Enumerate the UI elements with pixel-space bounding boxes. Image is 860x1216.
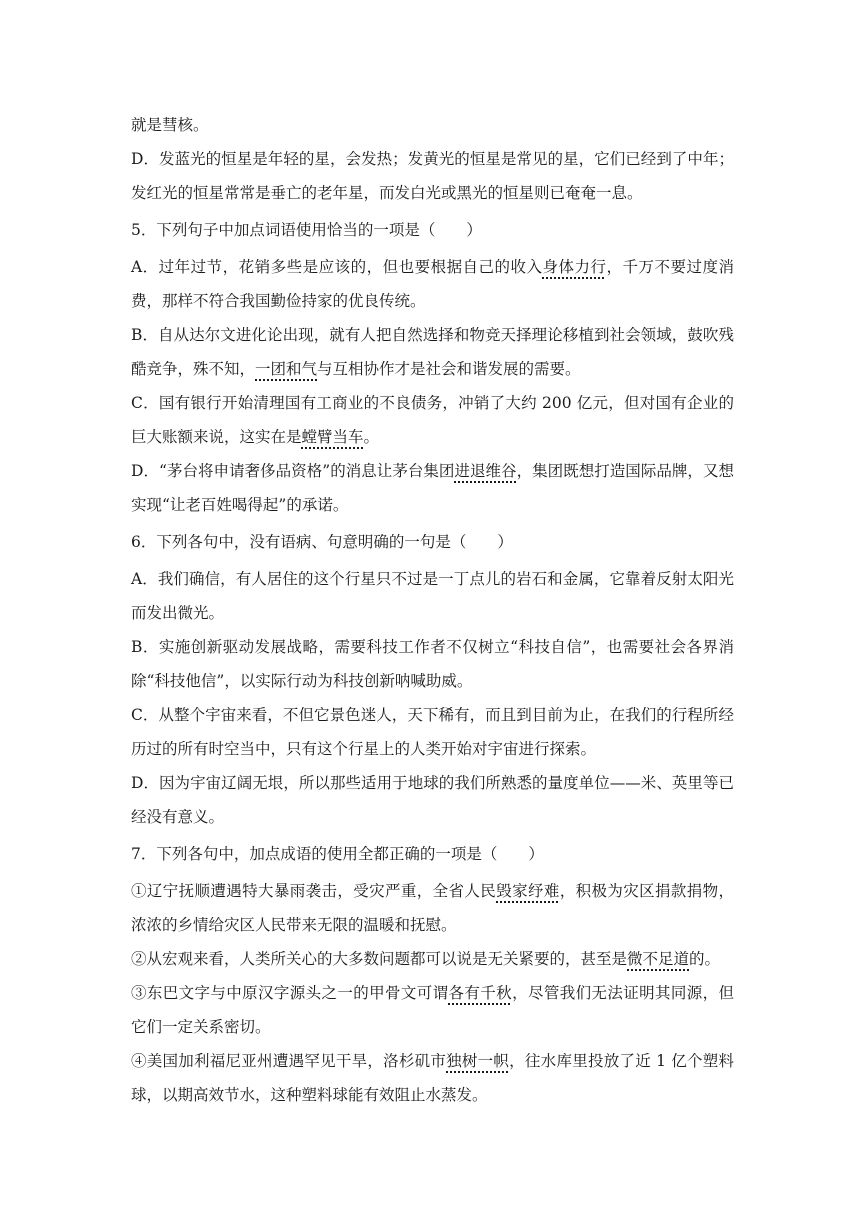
text-run: 的。 (689, 950, 721, 968)
paragraph: C．从整个宇宙来看，不但它景色迷人，天下稀有，而且到目前为止，在我们的行程所经历过的所有时空当中，只有这个行星上的人类开始对宇宙进行探索。 (131, 706, 734, 758)
paragraph: D．因为宇宙辽阔无垠，所以那些适用于地球的我们所熟悉的量度单位——米、英里等已经没有意义。 (131, 774, 734, 826)
emphasized-phrase: 身体力行 (542, 258, 607, 276)
text-run: A．过年过节，花销多些是应该的，但也要根据自己的收入 (131, 258, 543, 276)
question-stem: 5．下列句子中加点词语使用恰当的一项是（ ） (131, 221, 482, 239)
paragraph (131, 874, 734, 942)
text-run: C．国有银行开始清理国有工商业的不良债务，冲销了大约 200 亿元，但对国有企业的巨大账额来说，这实在是 (131, 394, 734, 446)
text-run: ，尽管我们无法证明其同源，但它们一定关系密切。 (131, 984, 734, 1036)
paragraph (131, 318, 734, 386)
paragraph (131, 386, 734, 454)
emphasized-phrase: 微不足道 (627, 950, 690, 968)
paragraph: B．实施创新驱动发展战略，需要科技工作者不仅树立“科技自信”，也需要社会各界消除“科技他信”，以实际行动为科技创新呐喊助威。 (131, 638, 734, 690)
question-stem: 6．下列各句中，没有语病、句意明确的一句是（ ） (131, 533, 513, 551)
paragraph (131, 250, 734, 318)
paragraph (131, 976, 734, 1044)
text-run: ，积极为灾区捐款捐物，浓浓的乡情给灾区人民带来无限的温暖和抚慰。 (131, 882, 734, 934)
text-run: ②从宏观来看，人类所关心的大多数问题都可以说是无关紧要的，甚至是 (131, 950, 628, 968)
text-run: 。 (363, 428, 380, 446)
emphasized-phrase: 进退维谷 (454, 462, 517, 480)
emphasized-phrase: 各有千秋 (448, 984, 513, 1002)
text-run: ，往水库里投放了近 1 亿个塑料球，以期高效节水，这种塑料球能有效阻止水蒸发。 (131, 1052, 734, 1104)
text-run: B．自从达尔文进化论出现，就有人把自然选择和物竞天择理论移植到社会领域，鼓吹残酷竞争，殊不知， (131, 326, 734, 378)
text-run: ，千万不要过度消费，那样不符合我国勤俭持家的优良传统。 (131, 258, 734, 310)
paragraph: A．我们确信，有人居住的这个行星只不过是一丁点儿的岩石和金属，它靠着反射太阳光而发出微光。 (131, 570, 734, 622)
emphasized-phrase: 一团和气 (255, 360, 318, 378)
paragraph (131, 454, 734, 522)
paragraph: 就是彗核。 (131, 116, 209, 134)
question-stem: 7．下列各句中，加点成语的使用全都正确的一项是（ ） (131, 845, 544, 863)
paragraph (131, 942, 734, 976)
text-run: 与互相协作才是社会和谐发展的需要。 (317, 360, 581, 378)
text-run: ④美国加利福尼亚州遭遇罕见干旱，洛杉矶市 (131, 1052, 447, 1070)
document-body (131, 108, 734, 1112)
emphasized-phrase: 独树一帜 (446, 1052, 510, 1070)
paragraph (131, 1044, 734, 1112)
emphasized-phrase: 毁家纾难 (496, 882, 560, 900)
text-run: ，集团既想打造国际品牌，又想实现“让老百姓喝得起”的承诺。 (131, 462, 734, 514)
emphasized-phrase: 螳臂当车 (301, 428, 364, 446)
text-run: ①辽宁抚顺遭遇特大暴雨袭击，受灾严重，全省人民 (131, 882, 497, 900)
text-run: ③东巴文字与中原汉字源头之一的甲骨文可谓 (131, 984, 449, 1002)
paragraph: D．发蓝光的恒星是年轻的星，会发热；发黄光的恒星是常见的星，它们已经到了中年；发红光的恒星常常是垂亡的老年星，而发白光或黑光的恒星则已奄奄一息。 (131, 150, 734, 202)
text-run: D．“茅台将申请奢侈品资格”的消息让茅台集团 (131, 462, 455, 480)
